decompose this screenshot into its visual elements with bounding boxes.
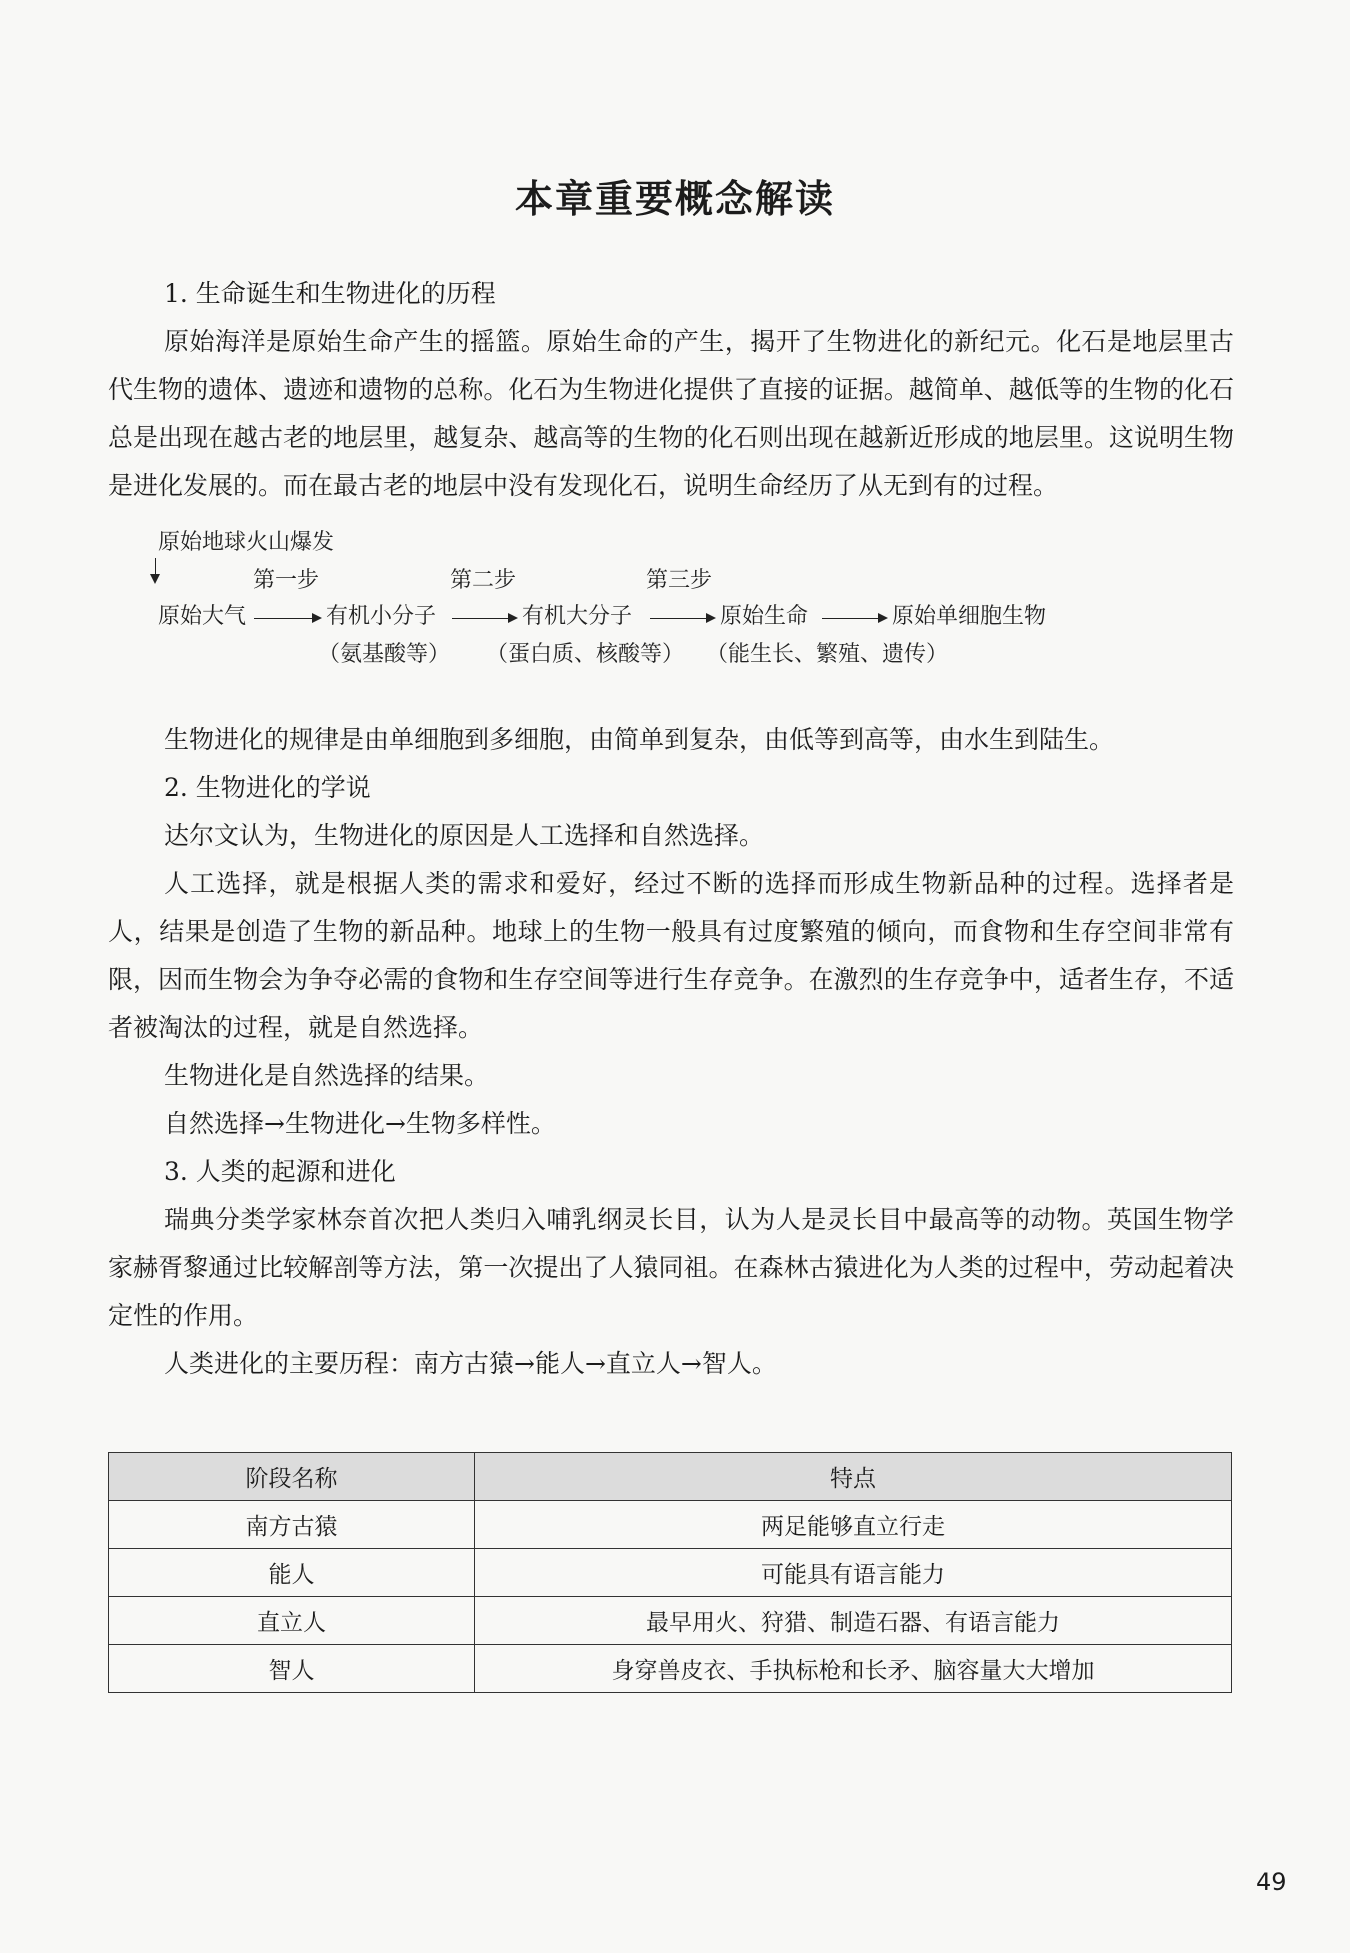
table-header-row <box>109 1453 1232 1501</box>
section1-paragraph1: 原始海洋是原始生命产生的摇篮。原始生命的产生，揭开了生物进化的新纪元。化石是地层里古代生物的遗体、遗迹和遗物的总称。化石为生物进化提供了直接的证据。越简单、越低等的生物的化石总是出现在越古老的地层里，越复杂、越高等的生物的化石则出现在越新近形成的地层里。这说明生物是进化发展的。而在最古老的地层中没有发现化石，说明生命经历了从无到有的过程。 <box>108 327 1234 500</box>
table-cell-feature: 可能具有语言能力 <box>475 1549 1232 1597</box>
table-row <box>109 1501 1232 1549</box>
diagram-step-3: 第三步 <box>646 568 713 593</box>
table-cell-feature: 最早用火、狩猎、制造石器、有语言能力 <box>475 1597 1232 1645</box>
section3-paragraph2: 人类进化的主要历程：南方古猿→能人→直立人→智人。 <box>164 1349 777 1378</box>
origin-of-life-diagram <box>108 518 1234 706</box>
human-evolution-table <box>108 1452 1232 1693</box>
section2-heading: 2. 生物进化的学说 <box>164 773 371 802</box>
page-number: 49 <box>1256 1868 1287 1896</box>
table-cell-stage: 南方古猿 <box>109 1501 475 1549</box>
section3-paragraph1: 瑞典分类学家林奈首次把人类归入哺乳纲灵长目，认为人是灵长目中最高等的动物。英国生物学家赫胥黎通过比较解剖等方法，第一次提出了人猿同祖。在森林古猿进化为人类的过程中，劳动起着决定性的作用。 <box>108 1205 1234 1330</box>
diagram-node-1: 原始大气 <box>158 604 247 629</box>
section2-paragraph1: 达尔文认为，生物进化的原因是人工选择和自然选择。 <box>164 821 765 850</box>
arrow-right-icon <box>254 618 320 619</box>
table-cell-stage: 直立人 <box>109 1597 475 1645</box>
table-row <box>109 1549 1232 1597</box>
diagram-node-4: 原始生命 <box>720 604 809 629</box>
section2-paragraph4: 自然选择→生物进化→生物多样性。 <box>164 1109 556 1138</box>
section1-paragraph2: 生物进化的规律是由单细胞到多细胞，由简单到复杂，由低等到高等，由水生到陆生。 <box>164 725 1115 754</box>
page-title: 本章重要概念解读 <box>514 177 835 221</box>
table-cell-stage: 智人 <box>109 1645 475 1693</box>
diagram-note-1: （氨基酸等） <box>318 642 451 667</box>
arrow-right-icon <box>452 618 516 619</box>
table-cell-feature: 两足能够直立行走 <box>475 1501 1232 1549</box>
diagram-node-5: 原始单细胞生物 <box>892 604 1047 629</box>
arrow-right-icon <box>822 618 886 619</box>
diagram-note-3: （能生长、繁殖、遗传） <box>706 642 949 667</box>
diagram-node-3: 有机大分子 <box>522 604 633 629</box>
table-cell-feature: 身穿兽皮衣、手执标枪和长矛、脑容量大大增加 <box>475 1645 1232 1693</box>
diagram-step-2: 第二步 <box>450 568 517 593</box>
section2-paragraph2: 人工选择，就是根据人类的需求和爱好，经过不断的选择而形成生物新品种的过程。选择者是人，结果是创造了生物的新品种。地球上的生物一般具有过度繁殖的倾向，而食物和生存空间非常有限，因而生物会为争夺必需的食物和生存空间等进行生存竞争。在激烈的生存竞争中，适者生存，不适者被淘汰的过程，就是自然选择。 <box>108 869 1234 1042</box>
down-arrow-icon <box>155 558 156 580</box>
section2-paragraph3: 生物进化是自然选择的结果。 <box>164 1061 490 1090</box>
section1-heading: 1. 生命诞生和生物进化的历程 <box>164 279 496 308</box>
diagram-node-2: 有机小分子 <box>326 604 437 629</box>
table-row <box>109 1597 1232 1645</box>
table-header-stage: 阶段名称 <box>109 1453 475 1501</box>
table-row <box>109 1645 1232 1693</box>
table-cell-stage: 能人 <box>109 1549 475 1597</box>
diagram-top-label: 原始地球火山爆发 <box>158 530 335 555</box>
table-header-feature: 特点 <box>475 1453 1232 1501</box>
diagram-note-2: （蛋白质、核酸等） <box>486 642 685 667</box>
arrow-right-icon <box>650 618 714 619</box>
section3-heading: 3. 人类的起源和进化 <box>164 1157 396 1186</box>
diagram-step-1: 第一步 <box>253 568 320 593</box>
main-content <box>108 270 1234 1388</box>
